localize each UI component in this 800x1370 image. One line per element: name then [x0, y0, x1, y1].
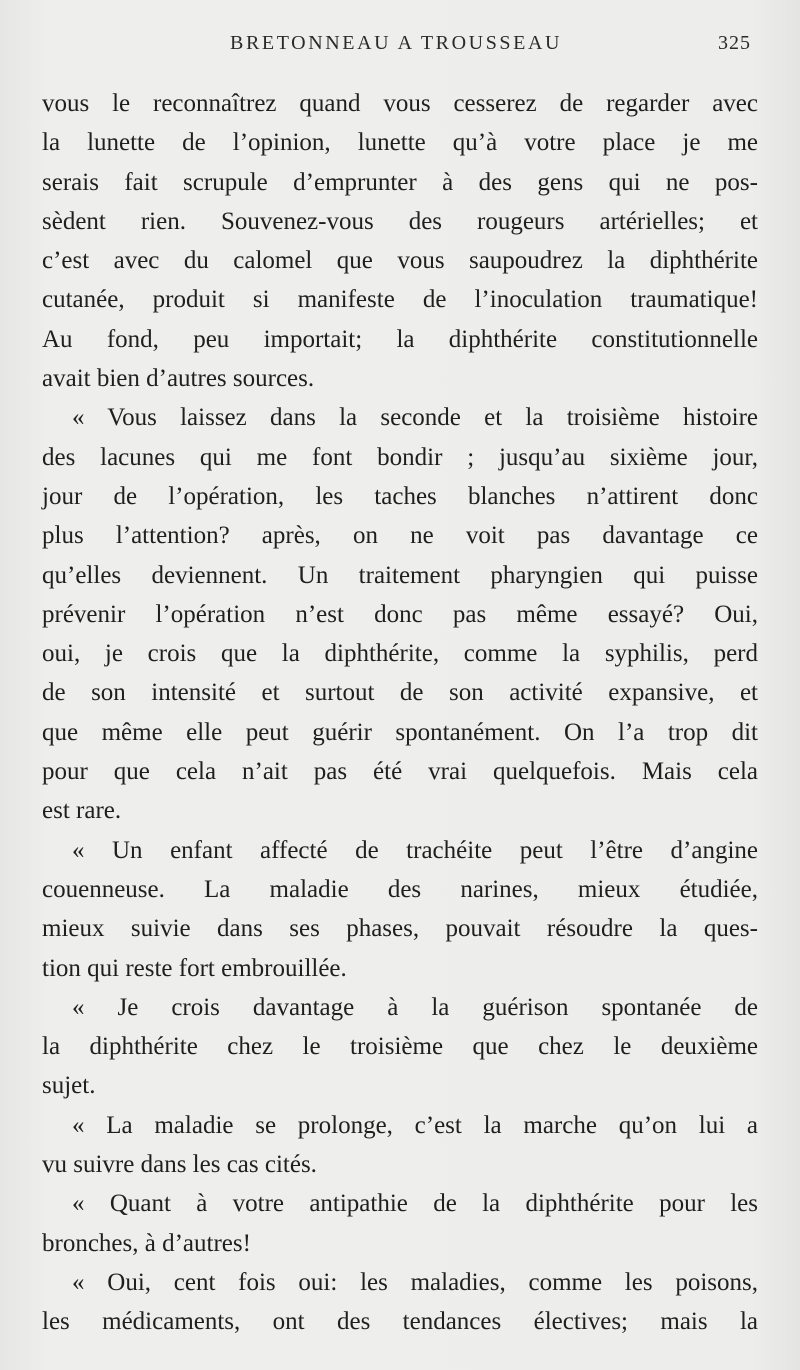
text-line: « Je crois davantage à la guérison spontanée de	[72, 993, 758, 1021]
page-header	[0, 32, 800, 62]
text-line: mieux suivie dans ses phases, pouvait résoudre la ques-	[42, 915, 758, 943]
text-line: « Quant à votre antipathie de la diphthérite pour les	[72, 1190, 758, 1218]
text-line: de son intensité et surtout de son activité expansive, et	[42, 679, 758, 707]
text-line: Au fond, peu importait; la diphthérite constitutionnelle	[42, 325, 758, 353]
body-text	[42, 84, 758, 1342]
text-line: des lacunes qui me font bondir ; jusqu’au sixième jour,	[42, 443, 758, 471]
text-line: bronches, à d’autres!	[42, 1229, 251, 1257]
page-number: 325	[718, 32, 751, 54]
text-line: « Oui, cent fois oui: les maladies, comme les poisons,	[72, 1268, 758, 1296]
text-line: pour que cela n’ait pas été vrai quelquefois. Mais cela	[42, 758, 758, 786]
text-line: vous le reconnaîtrez quand vous cesserez de regarder avec	[42, 90, 758, 117]
text-line: est rare.	[42, 797, 122, 825]
text-line: la lunette de l’opinion, lunette qu’à votre place je me	[42, 129, 758, 157]
text-line: jour de l’opération, les taches blanches n’attirent donc	[42, 482, 758, 510]
text-line: serais fait scrupule d’emprunter à des gens qui ne pos-	[42, 168, 758, 196]
text-line: sèdent rien. Souvenez-vous des rougeurs artérielles; et	[42, 207, 758, 235]
text-line: « La maladie se prolonge, c’est la marche qu’on lui a	[72, 1111, 758, 1139]
text-line: « Vous laissez dans la seconde et la troisième histoire	[72, 404, 758, 432]
running-title: BRETONNEAU A TROUSSEAU	[230, 32, 563, 54]
text-line: « Un enfant affecté de trachéite peut l’être d’angine	[72, 836, 758, 864]
text-line: oui, je crois que la diphthérite, comme la syphilis, perd	[42, 640, 758, 668]
text-line: c’est avec du calomel que vous saupoudrez la diphthérite	[42, 247, 758, 275]
text-line: la diphthérite chez le troisième que chez le deuxième	[42, 1033, 758, 1061]
text-line: les médicaments, ont des tendances électives; mais la	[42, 1308, 758, 1336]
text-line: sujet.	[42, 1072, 96, 1100]
text-line: avait bien d’autres sources.	[42, 365, 315, 393]
text-line: prévenir l’opération n’est donc pas même essayé? Oui,	[42, 600, 758, 628]
text-line: couenneuse. La maladie des narines, mieux étudiée,	[42, 875, 758, 903]
text-line: que même elle peut guérir spontanément. On l’a trop dit	[42, 718, 758, 746]
text-line: vu suivre dans les cas cités.	[42, 1151, 317, 1179]
text-line: qu’elles deviennent. Un traitement pharyngien qui puisse	[42, 561, 758, 589]
text-line: tion qui reste fort embrouillée.	[42, 954, 347, 982]
text-line: plus l’attention? après, on ne voit pas davantage ce	[42, 522, 758, 550]
text-line: cutanée, produit si manifeste de l’inoculation traumatique!	[42, 286, 758, 314]
